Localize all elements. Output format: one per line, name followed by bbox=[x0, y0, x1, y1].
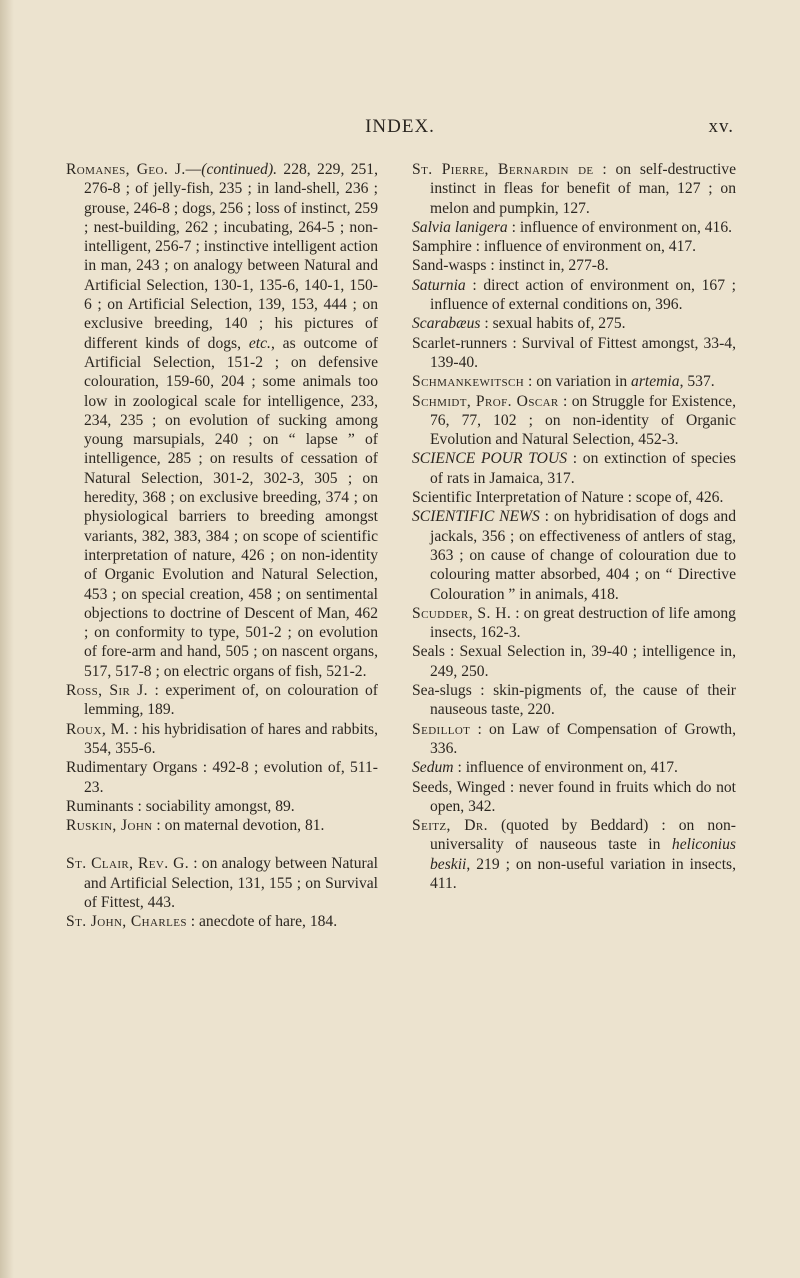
index-entry-heading: Scientific Interpretation of Nature bbox=[412, 489, 624, 507]
index-entry-text: artemia bbox=[631, 373, 680, 391]
index-entry-text: : on great destruction of life among insects, 162-3. bbox=[430, 604, 736, 642]
index-entry bbox=[66, 681, 378, 720]
index-entry-heading: Scarabæus bbox=[412, 315, 481, 333]
index-entry-heading: St. Pierre, Bernardin de bbox=[412, 161, 594, 178]
running-title: INDEX. bbox=[365, 116, 435, 137]
index-entry-heading: Samphire bbox=[412, 238, 472, 256]
index-entry-text: : sociability amongst, 89. bbox=[133, 797, 295, 815]
index-column-left bbox=[66, 160, 378, 932]
index-entry-heading: Ruskin, John bbox=[66, 817, 153, 835]
index-entry bbox=[66, 854, 378, 912]
index-entry-text: : influence of environment on, 416. bbox=[507, 218, 733, 236]
index-entry-heading: Saturnia bbox=[412, 276, 466, 294]
index-entry-text: — bbox=[185, 161, 202, 178]
index-entry-text: , 219 ; on non-useful variation in insects, 411. bbox=[430, 855, 736, 892]
index-entry bbox=[412, 642, 736, 681]
index-entry-text: : experiment of, on colouration of lemming, 189. bbox=[84, 682, 378, 719]
index-entry-heading: Scudder, S. H. bbox=[412, 604, 512, 622]
index-entry-text: heliconius beskii bbox=[430, 836, 736, 873]
index-entry-text: : on maternal devotion, 81. bbox=[152, 817, 325, 835]
index-entry-heading: Seitz, Dr. bbox=[412, 817, 488, 835]
index-entry-text: , 537. bbox=[679, 373, 715, 391]
index-entry bbox=[412, 276, 736, 315]
index-entry bbox=[412, 449, 736, 488]
page-number: xv. bbox=[708, 116, 734, 137]
index-entry-text: : instinct in, 277-8. bbox=[486, 257, 609, 275]
index-entry-text: : Survival of Fittest amongst, 33-4, 139-40. bbox=[430, 334, 736, 371]
index-entry-heading: Sand-wasps bbox=[412, 257, 487, 275]
index-entry bbox=[66, 758, 378, 797]
index-entry-heading: St. John, Charles bbox=[66, 913, 187, 931]
index-entry-heading: Rudimentary Organs bbox=[66, 759, 198, 777]
index-entry-heading: Sedum bbox=[412, 759, 454, 777]
index-entry bbox=[412, 256, 736, 275]
index-entry-heading: Sea-slugs bbox=[412, 682, 472, 700]
index-entry-text: : on hybridisation of dogs and jackals, 356 ; on effectiveness of antlers of stag, 363 ; on cause of change of colouration due to colouring matter absorbed, 404 ; on “ Directive Colouration ” in animals, 418. bbox=[430, 508, 736, 603]
index-entry-text: , as outcome of Artificial Selection, 151-2 ; on defensive colouration, 159-60, 204 ; some animals too low in zoological scale for intelligence, 233, 234, 235 ; on evolution of sucking among young marsupials, 240 ; on “ lapse ” of intelligence, 285 ; on results of cessation of Natural Selection, 301-2, 302-3, 305 ; on heredity, 368 ; on exclusive breeding, 374 ; on physiological barriers to breeding amongst variants, 382, 383, 384 ; on scope of scientific interpretation of nature, 426 ; on non-identity of Organic Evolution and Natural Selection, 453 ; on special creation, 458 ; on sentimental objections to doctrine of Descent of Man, 462 ; on conformity to type, 501-2 ; on evolution of fore-arm and hand, 505 ; on nascent organs, 517, 517-8 ; on electric organs of fish, 521-2. bbox=[84, 334, 378, 680]
index-entry-text: (continued). bbox=[201, 161, 278, 178]
index-entry-text: (quoted by Beddard) : on non-universality of nauseous taste in bbox=[430, 817, 736, 854]
index-entry-text: 228, 229, 251, 276-8 ; of jelly-fish, 235 ; in land-shell, 236 ; grouse, 246-8 ; dogs, 256 ; loss of instinct, 259 ; nest-building, 262 ; incubating, 264-5 ; non-intelligent, 256-7 ; instinctive intelligent action in man, 243 ; on analogy between Natural and Artificial Selection, 130-1, 135-6, 140-1, 150-6 ; on Artificial Selection, 139, 153, 444 ; on exclusive breeding, 140 ; his pictures of different kinds of dogs, bbox=[84, 161, 378, 352]
index-entry bbox=[66, 797, 378, 816]
index-entry-text: : influence of environment on, 417. bbox=[471, 238, 697, 256]
index-entry bbox=[412, 392, 736, 450]
index-entry bbox=[412, 778, 736, 817]
index-entry-text: : on self-destructive instinct in fleas for benefit of man, 127 ; on melon and pumpkin, 127. bbox=[430, 161, 737, 217]
index-entry-text: : Sexual Selection in, 39-40 ; intelligence in, 249, 250. bbox=[430, 643, 736, 680]
index-entry bbox=[412, 160, 736, 218]
index-entry bbox=[412, 720, 736, 759]
index-column-right bbox=[412, 160, 736, 893]
index-entry-text: : never found in fruits which do not open, 342. bbox=[430, 778, 736, 815]
index-entry-text: : sexual habits of, 275. bbox=[480, 315, 626, 333]
index-entry bbox=[66, 720, 378, 759]
index-entry-heading: St. Clair, Rev. G. bbox=[66, 855, 190, 873]
index-entry bbox=[412, 372, 736, 391]
page-header bbox=[0, 116, 800, 140]
index-entry bbox=[412, 604, 736, 643]
index-entry bbox=[412, 237, 736, 256]
index-entry-heading: Schmidt, Prof. Oscar bbox=[412, 392, 559, 410]
index-entry-text: : on variation in bbox=[524, 373, 632, 391]
index-entry-text: : on Struggle for Existence, 76, 77, 102 ; on non-identity of Organic Evolution and Natural Selection, 452-3. bbox=[430, 392, 736, 449]
index-entry bbox=[412, 334, 736, 373]
index-entry-text: : on Law of Compensation of Growth, 336. bbox=[430, 720, 736, 757]
index-entry bbox=[412, 816, 736, 893]
index-entry bbox=[66, 160, 378, 681]
index-entry-text: : direct action of environment on, 167 ; influence of external conditions on, 396. bbox=[430, 276, 736, 314]
index-entry-text: : 492-8 ; evolution of, 511-23. bbox=[84, 759, 379, 796]
index-entry bbox=[412, 681, 736, 720]
index-entry-heading: Sedillot bbox=[412, 720, 471, 738]
index-entry bbox=[412, 488, 736, 507]
index-entry-text: : his hybridisation of hares and rabbits, 354, 355-6. bbox=[84, 720, 378, 757]
index-entry bbox=[412, 218, 736, 237]
index-entry-heading: Ross, Sir J. bbox=[66, 682, 148, 700]
index-entry bbox=[66, 816, 378, 835]
index-entry bbox=[412, 507, 736, 603]
index-entry-heading: Schmankewitsch bbox=[412, 373, 525, 391]
page-edge-shadow bbox=[0, 0, 14, 1278]
index-entry-text: etc. bbox=[248, 334, 271, 352]
index-entry-heading: Roux, M. bbox=[66, 720, 130, 738]
index-entry-text: : on extinction of species of rats in Jamaica, 317. bbox=[430, 450, 736, 487]
index-entry-heading: Seals bbox=[412, 643, 445, 661]
index-entry-heading: Ruminants bbox=[66, 797, 134, 815]
index-entry-heading: SCIENCE POUR TOUS bbox=[412, 450, 567, 468]
index-entry-heading: Scarlet-runners bbox=[412, 334, 508, 352]
index-entry-heading: Seeds, Winged bbox=[412, 778, 506, 796]
index-entry bbox=[66, 912, 378, 931]
index-entry-text: : scope of, 426. bbox=[623, 489, 724, 507]
index-entry-heading: Salvia lanigera bbox=[412, 218, 508, 236]
index-entry bbox=[412, 758, 736, 777]
index-entry-text: : skin-pigments of, the cause of their nauseous taste, 220. bbox=[430, 682, 736, 719]
index-entry-text: : anecdote of hare, 184. bbox=[186, 913, 338, 931]
index-entry-heading: Romanes, Geo. J. bbox=[66, 161, 186, 178]
index-entry-heading: SCIENTIFIC NEWS bbox=[412, 508, 540, 526]
index-entry-text: : influence of environment on, 417. bbox=[453, 759, 678, 777]
index-entry bbox=[412, 314, 736, 333]
index-entry-text: : on analogy between Natural and Artificial Selection, 131, 155 ; on Survival of Fittest, 443. bbox=[84, 855, 378, 911]
